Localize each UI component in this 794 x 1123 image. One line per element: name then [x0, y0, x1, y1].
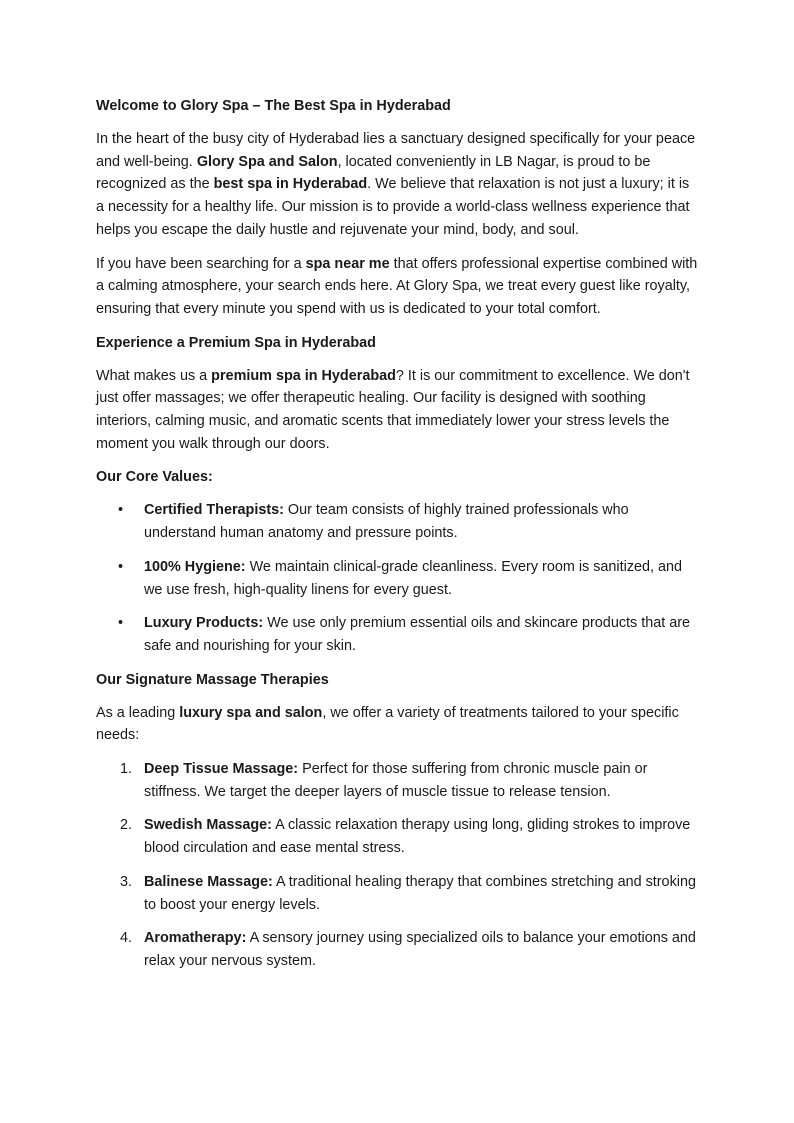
item-title: Deep Tissue Massage:	[144, 761, 299, 778]
item-number: 1.	[120, 761, 133, 778]
text-run: If you have been searching for a	[96, 255, 306, 272]
search-paragraph	[96, 253, 698, 321]
item-title: 100% Hygiene:	[144, 558, 246, 575]
item-number: 2.	[120, 817, 133, 834]
premium-paragraph	[96, 365, 698, 456]
text-run: What makes us a	[96, 367, 212, 384]
list-item	[96, 814, 698, 859]
item-text: A classic relaxation therapy using long, gliding strokes to improve blood circulation and ease mental stress.	[144, 817, 691, 857]
item-title: Swedish Massage:	[144, 817, 272, 834]
list-item	[96, 927, 698, 972]
bold-phrase: spa near me	[305, 255, 390, 272]
bold-phrase: premium spa in Hyderabad	[211, 367, 396, 384]
list-item	[96, 556, 698, 601]
bold-phrase: luxury spa and salon	[179, 704, 323, 721]
text-run: ? It is our commitment to excellence. We don't just offer massages; we offer therapeutic healing. Our facility is designed with soothing interiors, calming music, and aromatic scents that immediately lower your stress levels the moment you walk through our doors.	[96, 367, 690, 452]
text-run: In the heart of the busy city of Hyderabad lies a sanctuary designed specifically for your peace and well-being.	[96, 131, 696, 170]
bold-phrase: Glory Spa and Salon	[196, 153, 338, 170]
premium-heading: Experience a Premium Spa in Hyderabad	[96, 334, 376, 351]
item-title: Balinese Massage:	[144, 873, 273, 890]
list-item	[96, 871, 698, 916]
item-title: Luxury Products:	[144, 615, 264, 632]
bold-phrase: best spa in Hyderabad	[213, 176, 368, 193]
therapies-heading: Our Signature Massage Therapies	[96, 671, 329, 688]
item-text: Perfect for those suffering from chronic muscle pain or stiffness. We target the deeper layers of muscle tissue to release tension.	[144, 761, 648, 800]
item-text: A sensory journey using specialized oils to balance your emotions and relax your nervous system.	[144, 930, 696, 969]
text-run: , we offer a variety of treatments tailored to your specific needs:	[96, 704, 679, 744]
text-run: that offers professional expertise combined with a calming atmosphere, your search ends here. At Glory Spa, we treat every guest like royalty, ensuring that every minute you spend with us is dedicated to your total comfort.	[96, 255, 698, 317]
text-run: As a leading	[96, 704, 180, 721]
list-item	[96, 758, 698, 803]
text-run: , located conveniently in LB Nagar, is proud to be recognized as the	[96, 153, 651, 193]
therapies-intro-paragraph	[96, 702, 698, 747]
item-number: 4.	[120, 930, 133, 947]
core-values-heading: Our Core Values:	[96, 469, 213, 486]
core-values-list	[96, 499, 698, 657]
welcome-heading: Welcome to Glory Spa – The Best Spa in Hyderabad	[96, 98, 451, 114]
item-title: Aromatherapy:	[144, 930, 247, 947]
item-number: 3.	[120, 873, 133, 890]
item-text: Our team consists of highly trained professionals who understand human anatomy and pressure points.	[144, 502, 629, 542]
item-title: Certified Therapists:	[144, 502, 284, 519]
text-run: . We believe that relaxation is not just a luxury; it is a necessity for a healthy life. Our mission is to provide a world-class wellness experience that helps you escape the daily hustle and rejuvenate your mind, body, and soul.	[96, 176, 690, 238]
list-item	[96, 499, 698, 544]
item-text: We maintain clinical-grade cleanliness. Every room is sanitized, and we use fresh, high-quality linens for every guest.	[144, 558, 683, 598]
item-text: A traditional healing therapy that combines stretching and stroking to boost your energy levels.	[144, 873, 696, 913]
item-text: We use only premium essential oils and skincare products that are safe and nourishing for your skin.	[144, 615, 691, 654]
intro-paragraph	[96, 128, 698, 242]
list-item	[96, 612, 698, 657]
therapies-list	[96, 758, 698, 973]
